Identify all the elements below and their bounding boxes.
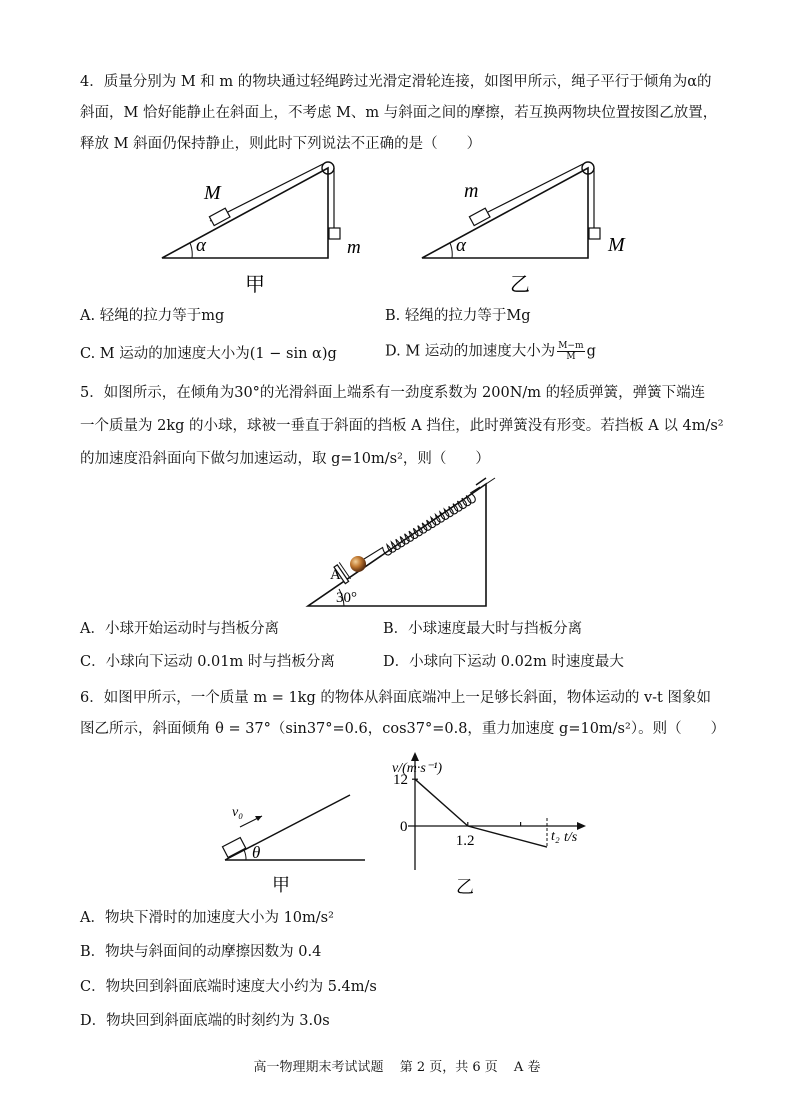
q4-option-c: C. M 运动的加速度大小为(1 − sin α)g [80, 346, 337, 362]
q4-option-d-numerator: M−m [558, 341, 584, 351]
series-line-1 [415, 779, 468, 826]
y-axis-label: v/(m·s⁻¹) [392, 761, 443, 776]
q6-fig2-caption: 乙 [456, 877, 474, 896]
q5-plate-label: A [330, 567, 341, 583]
q5-option-d: D．小球向下运动 0.02m 时速度最大 [383, 654, 624, 670]
page-footer [0, 1056, 794, 1075]
q6-option-c: C．物块回到斜面底端时速度大小约为 5.4m/s [80, 979, 377, 995]
q5-figure [300, 476, 500, 611]
footer-page: 第 2 页，共 6 页 [399, 1060, 498, 1075]
q4-stem-line3: 释放 M 斜面仍保持静止，则此时下列说法不正确的是（ ） [80, 136, 482, 152]
q6-stem-line2: 图乙所示，斜面倾角 θ = 37°（sin37°=0.6，cos37°=0.8，重力加速度 g=10m/s²）。则（ ） [80, 721, 726, 737]
q6-option-d: D．物块回到斜面底端的时刻约为 3.0s [80, 1013, 330, 1029]
q5-option-c: C．小球向下运动 0.01m 时与挡板分离 [80, 654, 335, 670]
q6-figure-jia [210, 790, 370, 900]
q4-option-d [385, 341, 596, 362]
q5-stem-line1: 5．如图所示，在倾角为30°的光滑斜面上端系有一劲度系数为 200N/m 的轻质弹簧，弹簧下端连 [80, 385, 706, 401]
footer-title: 高一物理期末考试试题 [253, 1060, 384, 1075]
q6-stem-line1: 6．如图甲所示，一个质量 m = 1kg 的物体从斜面底端冲上一足够长斜面，物体运动的 v-t 图象如 [80, 690, 711, 706]
x-tick-label-t2: t₂ [551, 829, 560, 844]
q6-option-a: A．物块下滑时的加速度大小为 10m/s² [80, 910, 334, 926]
q4-option-b: B. 轻绳的拉力等于Mg [385, 308, 531, 324]
q6-block [222, 838, 245, 858]
q5-angle: 30° [336, 590, 357, 606]
q4-fig1-hanging-label: m [347, 237, 361, 258]
q4-option-d-suffix: g [586, 343, 596, 360]
q6-fig1-caption: 甲 [272, 875, 290, 896]
q4-option-a: A. 轻绳的拉力等于mg [80, 308, 225, 324]
spring [364, 487, 480, 559]
q4-stem-line1: 4．质量分别为 M 和 m 的物块通过轻绳跨过光滑定滑轮连接，如图甲所示，绳子平行于倾角为α的 [80, 74, 712, 90]
y-tick-label-0: 0 [400, 819, 408, 835]
y-tick-label-12: 12 [393, 772, 408, 789]
series-line-2 [468, 826, 547, 847]
q4-fig2-angle: α [456, 235, 466, 256]
q6-vt-chart [360, 748, 590, 896]
q6-v0-label: v₀ [232, 805, 244, 820]
q4-stem-line2: 斜面，M 恰好能静止在斜面上，不考虑 M、m 与斜面之间的摩擦，若互换两物块位置按图乙放置， [80, 105, 718, 121]
q5-option-a: A．小球开始运动时与挡板分离 [80, 621, 279, 637]
x-axis-label: t/s [564, 830, 578, 845]
q4-fig2-caption: 乙 [510, 272, 530, 296]
q5-option-b: B．小球速度最大时与挡板分离 [383, 621, 583, 637]
y-axis-arrow [411, 752, 419, 761]
x-axis-arrow [577, 822, 586, 830]
q5-stem-line2: 一个质量为 2kg 的小球，球被一垂直于斜面的挡板 A 挡住，此时弹簧没有形变。若挡板 A 以 4m/s² [80, 418, 724, 434]
q4-fig2-hanging-label: M [608, 234, 625, 256]
ball [350, 556, 366, 572]
q4-fig1-block-label: M [204, 182, 221, 204]
q6-option-b: B．物块与斜面间的动摩擦因数为 0.4 [80, 944, 322, 960]
q5-stem-line3: 的加速度沿斜面向下做匀加速运动，取 g=10m/s²，则（ ） [80, 451, 490, 467]
q4-figure-yi [410, 155, 640, 300]
q6-theta-label: θ [252, 843, 261, 862]
q4-option-d-prefix: D. M 运动的加速度大小为 [385, 343, 556, 360]
q4-fig1-angle: α [196, 235, 206, 256]
q4-fig2-block-label: m [464, 180, 479, 202]
q4-option-d-fraction [557, 341, 584, 362]
q4-fig1-caption: 甲 [245, 272, 265, 296]
q4-option-d-denominator: M [566, 352, 576, 362]
footer-version: A 卷 [513, 1060, 541, 1075]
q4-figure-jia [150, 155, 380, 300]
x-tick-label-1-2: 1.2 [455, 833, 475, 849]
